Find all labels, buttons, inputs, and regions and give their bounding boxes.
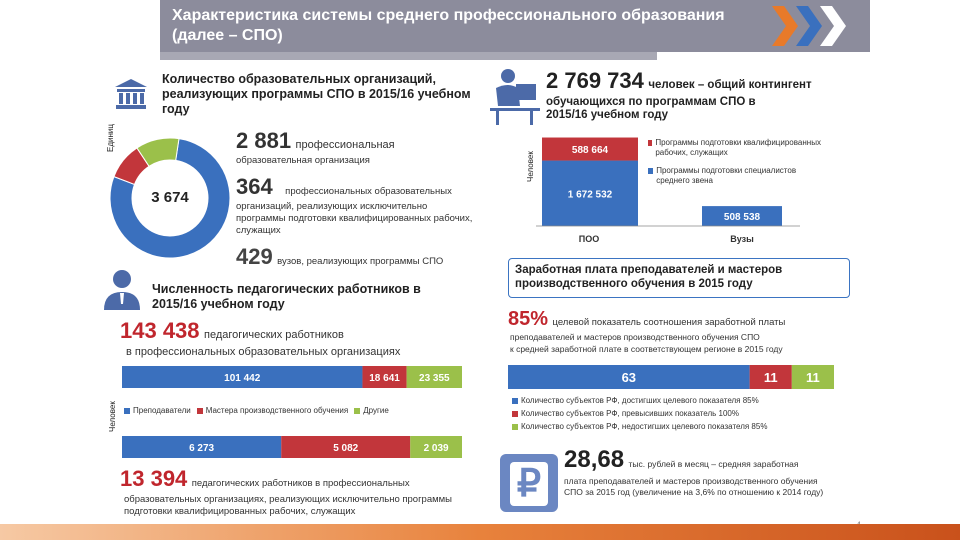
teachers-bar-label: 18 641 [369,373,400,384]
teachers-legend-item [124,406,191,415]
legend-swatch [648,168,653,174]
teachers-bar-label: 23 355 [419,373,450,384]
students-bar-label: 508 538 [723,212,761,224]
wages-amount-line [564,446,854,474]
students-bar-label: 1 672 532 [567,189,613,201]
students-subtitle: обучающихся по программам СПО в 2015/16 учебном году [546,96,756,121]
inst-item-1-value: 2 881 [236,128,292,153]
institution-icon [114,78,148,110]
teachers-total-sub: в профессиональных образовательных организациях [126,346,401,358]
legend-swatch [512,424,518,430]
legend-swatch [512,411,518,417]
header-underline [160,52,657,60]
regions-legend-item [512,409,842,418]
students-total-suffix: человек – общий контингент [648,79,812,91]
teachers-legend-item [197,406,348,415]
teachers-total2-suffix: педагогических работников в профессиональных [191,478,410,489]
inst-item-2-value: 364 [236,174,273,199]
teachers-total2-sub: образовательных организациях, реализующих исключительно программы подготовки квалифицированных рабочих, служащих [124,494,453,517]
legend-label: Количество субъектов РФ, достигших целевого показателя 85% [521,396,759,405]
page-title: Характеристика системы среднего профессионального образования (далее – СПО) [172,7,725,44]
inst-item-3-text-a: вузов, реализующих программы СПО [277,256,444,267]
teachers-bar-label: 6 273 [189,443,215,454]
ruble-icon: ₽ [510,462,548,506]
wages-pct-text-a: целевой показатель соотношения заработной платы [552,317,786,328]
legend-swatch [197,408,203,414]
institutions-title: Количество образовательных организаций, реализующих программы СПО в 2015/16 учебном году [162,72,471,116]
inst-item-1-text-b: образовательная организация [236,155,370,166]
legend-swatch [512,398,518,404]
regions-bar-label: 63 [621,370,637,385]
inst-item-2 [236,174,506,237]
legend-label: Программы подготовки квалифицированных рабочих, служащих [655,138,821,157]
legend-swatch [648,140,652,146]
students-category-label: ПОО [578,234,600,244]
legend-label: Другие [363,406,389,415]
inst-item-3-value: 429 [236,244,273,269]
teachers-bar-label: 101 442 [224,373,261,384]
chevrons-icon [762,0,870,52]
teachers-bar-label: 2 039 [423,443,449,454]
inst-item-2-text-a: профессиональных образовательных [285,186,452,197]
donut-total-label: 3 674 [151,188,189,206]
wages-pct-text-c: к средней заработной плате в соответствующем регионе в 2015 году [510,344,783,354]
legend-label: Преподаватели [133,406,191,415]
teachers-bar-label: 5 082 [333,443,359,454]
wages-pct-text-b: преподавателей и мастеров производственного обучения СПО [510,332,760,342]
teachers-total: 143 438 [120,318,200,343]
teachers-total2: 13 394 [120,466,188,491]
legend-label: Мастера производственного обучения [205,406,349,415]
students-legend [648,138,828,186]
inst-item-1-text-a: профессиональная [295,139,395,151]
legend-swatch [124,408,130,414]
teachers-total2-line [120,466,500,492]
students-bar-label: 588 664 [571,145,609,157]
wages-pct-line [508,308,858,331]
regions-legend-item [512,396,842,405]
teachers-total-line [120,318,520,344]
legend-swatch [354,408,360,414]
legend-label: Количество субъектов РФ, недостигших целевого показателя 85% [521,422,768,431]
footer-strip [0,524,960,540]
students-axis-label: Человек [526,151,535,182]
wages-amount: 28,68 [564,446,625,473]
students-legend-item [648,138,828,158]
students-total: 2 769 734 [546,68,644,93]
institutions-axis-label: Единиц [106,124,115,152]
teacher-icon [100,268,144,312]
teachers-title: Численность педагогических работников в 2015/16 учебном году [152,282,421,311]
teachers-legend [124,406,389,415]
wages-title-box [508,258,850,298]
teachers-total-suffix: педагогических работников [203,329,344,341]
students-category-label: Вузы [730,234,754,244]
institutions-donut [106,130,246,270]
student-desk-icon [486,66,542,128]
legend-label: Количество субъектов РФ, превысивших показатель 100% [521,409,739,418]
regions-bar-label: 11 [806,370,820,385]
inst-item-2-text-b: организаций, реализующих исключительно программы подготовки квалифицированных рабочих, служащих [236,201,473,236]
teachers-axis-label: Человек [108,401,117,432]
regions-bar-label: 11 [763,370,778,385]
legend-label: Программы подготовки специалистов среднего звена [656,166,797,185]
wages-title: Заработная плата преподавателей и мастеров производственного обучения в 2015 году [515,264,783,290]
wages-pct: 85% [508,308,549,330]
regions-bar-chart [506,364,838,390]
inst-item-3 [236,244,506,270]
students-total-line [546,68,866,94]
wages-amount-text-b: плата преподавателей и мастеров производственного обучения СПО за 2015 год (увеличение на 3,6% по отношению к 2014 году) [564,476,824,497]
teachers-legend-item [354,406,389,415]
regions-legend-item [512,422,842,431]
regions-legend [512,396,842,431]
wages-amount-text-a: тыс. рублей в месяц – средняя заработная [628,459,799,469]
students-legend-item [648,166,828,186]
inst-item-1 [236,128,506,167]
